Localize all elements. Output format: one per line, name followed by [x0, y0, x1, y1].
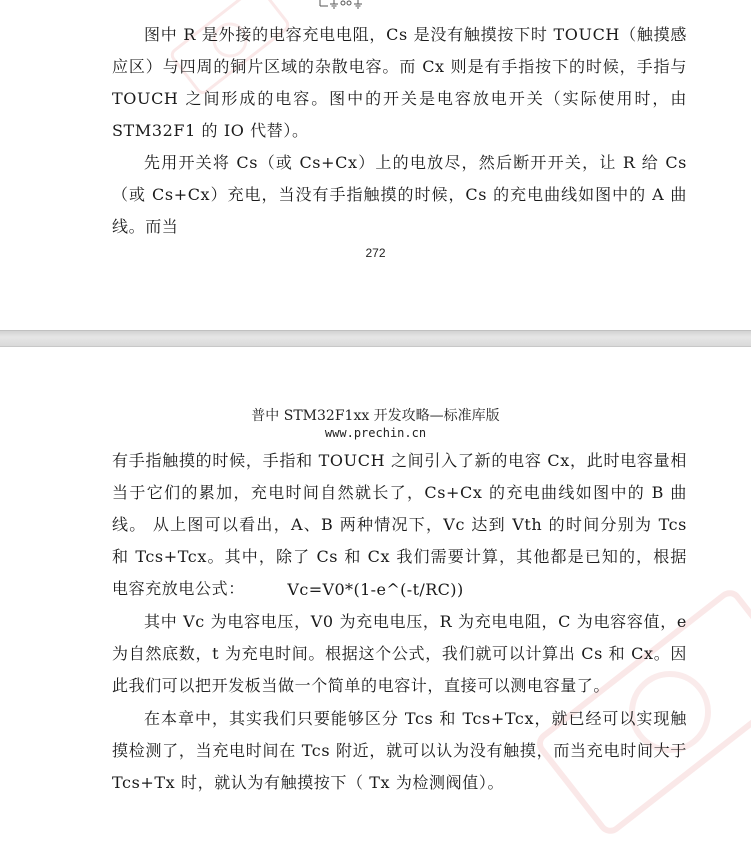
circuit-figure-fragment — [318, 0, 364, 10]
body-paragraph: 先用开关将 Cs（或 Cs+Cx）上的电放尽，然后断开开关，让 R 给 Cs（或 Cs+Cx）充电，当没有手指触摸的时候，Cs 的充电曲线如图中的 A 曲线。而当 — [112, 153, 687, 236]
page-number: 272 — [365, 246, 386, 260]
document-page-top — [0, 0, 751, 330]
body-paragraph: 图中 R 是外接的电容充电电阻，Cs 是没有触摸按下时 TOUCH（触摸感应区）与四周的铜片区域的杂散电容。而 Cx 则是有手指按下的时候，手指与 TOUCH 之间形成的电容。图中的开关是电容放电开关（实际使用时，由 STM32F1 的 IO 代替）。 — [112, 25, 687, 140]
document-page-bottom — [0, 347, 751, 804]
running-header-url: www.prechin.cn — [324, 426, 427, 440]
page-separator — [0, 330, 751, 347]
running-header-title: 普中 STM32F1xx 开发攻略—标准库版 — [251, 408, 500, 424]
body-paragraph: 其中 Vc 为电容电压，V0 为充电电压，R 为充电电阻，C 为电容容值，e 为自然底数，t 为充电时间。根据这个公式，我们就可以计算出 Cs 和 Cx。因此我们可以把开发板当做一个简单的电容计，直接可以测电容量了。 — [112, 612, 687, 695]
body-paragraph: 在本章中，其实我们只要能够区分 Tcs 和 Tcs+Tcx，就已经可以实现触摸检测了，当充电时间在 Tcs 附近，就可以认为没有触摸，而当充电时间大于 Tcs+Tx 时，就认为有触摸按下（ Tx 为检测阀值）。 — [112, 709, 687, 792]
capacitor-charge-formula: Vc=V0*(1-e^(-t/RC)) — [287, 580, 464, 599]
body-paragraph: 有手指触摸的时候，手指和 TOUCH 之间引入了新的电容 Cx，此时电容量相当于它们的累加，充电时间自然就长了，Cs+Cx 的充电曲线如图中的 B 曲线。 从上图可以看出，A、B 两种情况下，Vc 达到 Vth 的时间分别为 Tcs 和 Tcs+Tcx。其中，除了 Cs 和 Cx 我们需要计算，其他都是已知的，根据电容充放电公式： — [112, 451, 687, 598]
